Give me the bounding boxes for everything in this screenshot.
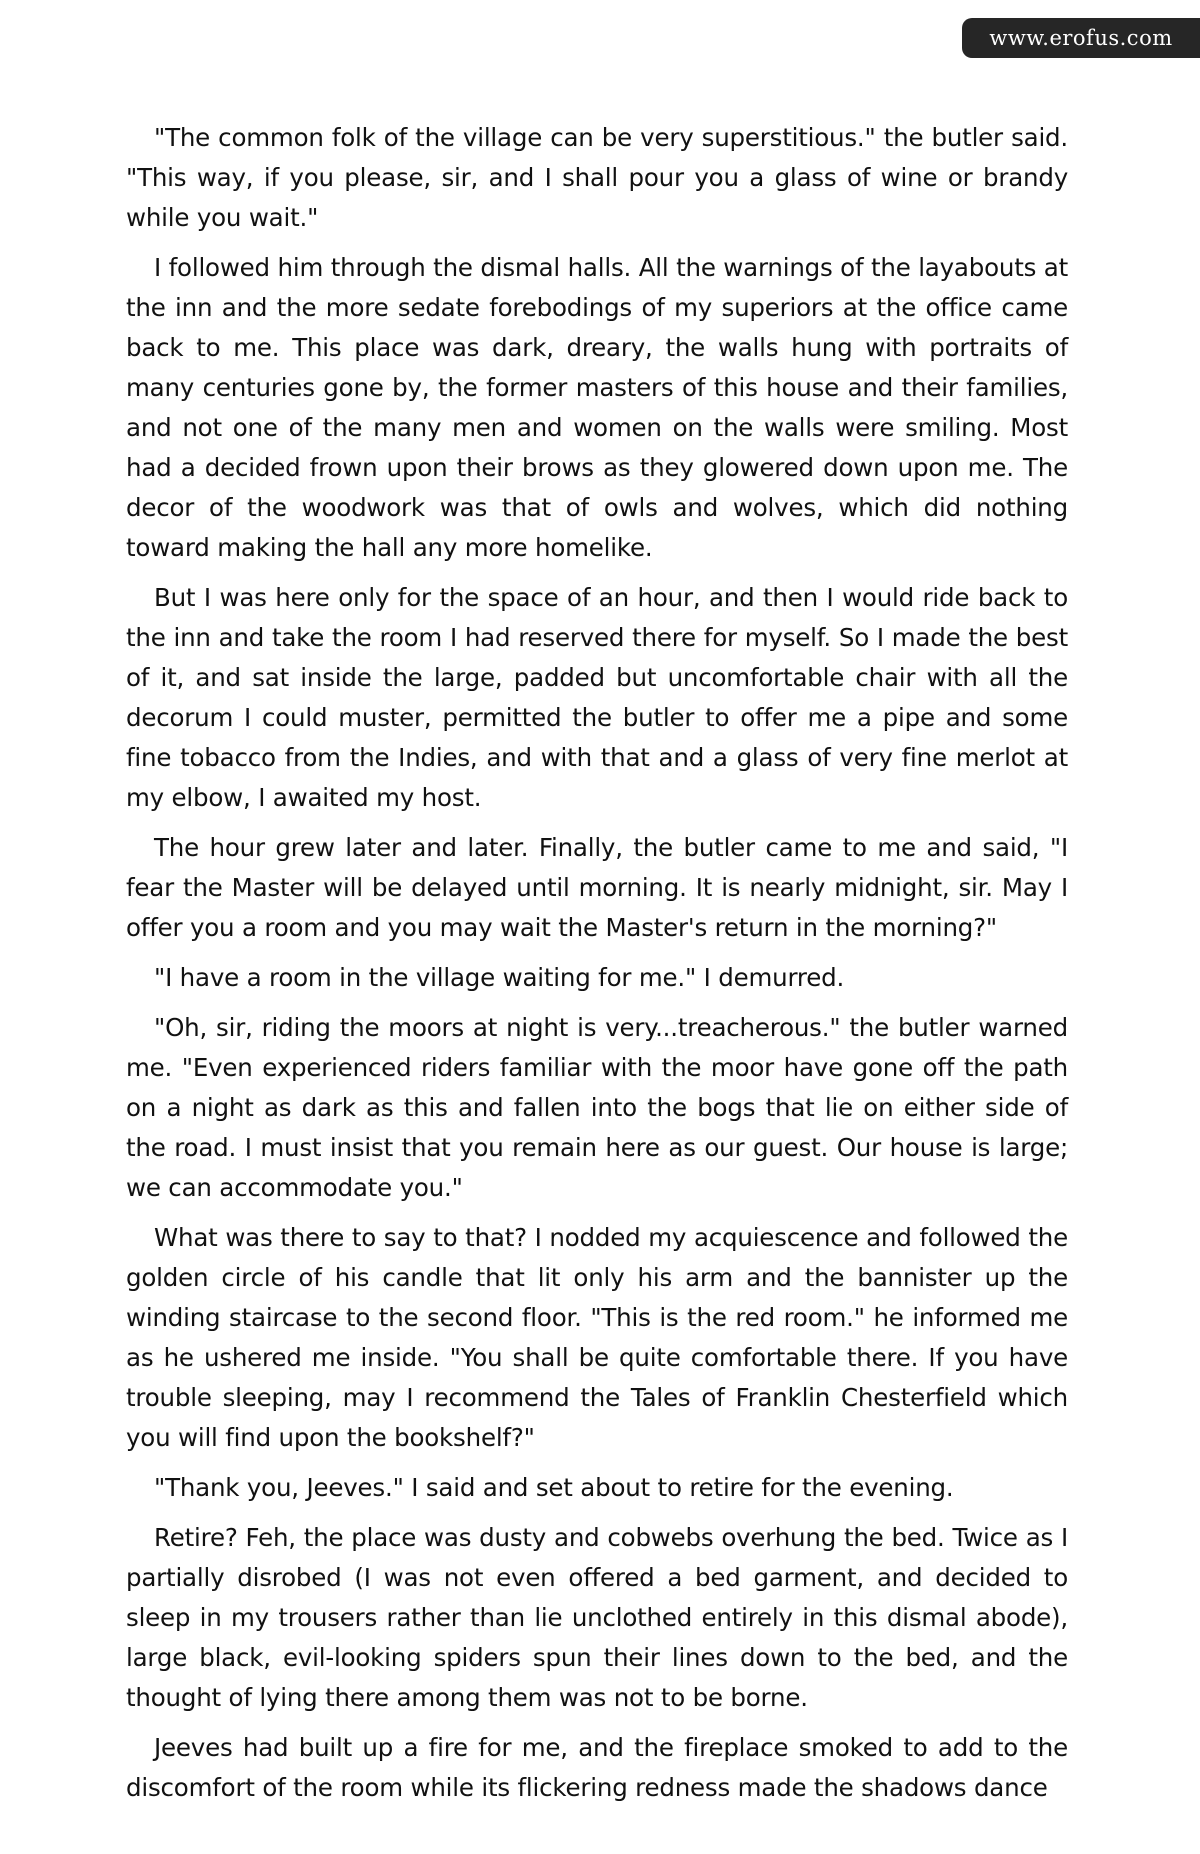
paragraph: What was there to say to that? I nodded my acquiescence and followed the golden circle of his candle that lit only his arm and the bannister up the winding staircase to the second floor. "This is the red room." he informed me as he ushered me inside. "You shall be quite comfortable there. If you have trouble sleeping, may I recommend the Tales of Franklin Chesterfield which you will find upon the bookshelf?": [126, 1223, 1068, 1452]
paragraph: But I was here only for the space of an hour, and then I would ride back to the inn and take the room I had reserved there for myself. So I made the best of it, and sat inside the large, padded but uncomfortable chair with all the decorum I could muster, permitted the butler to offer me a pipe and some fine tobacco from the Indies, and with that and a glass of very fine merlot at my elbow, I awaited my host.: [126, 583, 1068, 812]
paragraph: "The common folk of the village can be very superstitious." the butler said. "This way, if you please, sir, and I shall pour you a glass of wine or brandy while you wait.": [126, 123, 1068, 232]
paragraph: I followed him through the dismal halls. All the warnings of the layabouts at the inn and the more sedate forebodings of my superiors at the office came back to me. This place was dark, dreary, the walls hung with portraits of many centuries gone by, the former masters of this house and their families, and not one of the many men and women on the walls were smiling. Most had a decided frown upon their brows as they glowered down upon me. The decor of the woodwork was that of owls and wolves, which did nothing toward making the hall any more homelike.: [126, 253, 1068, 562]
paragraph: The hour grew later and later. Finally, the butler came to me and said, "I fear the Master will be delayed until morning. It is nearly midnight, sir. May I offer you a room and you may wait the Master's return in the morning?": [126, 833, 1068, 942]
document-body: [126, 118, 1068, 1818]
paragraph: Retire? Feh, the place was dusty and cobwebs overhung the bed. Twice as I partially disrobed (I was not even offered a bed garment, and decided to sleep in my trousers rather than lie unclothed entirely in this dismal abode), large black, evil-looking spiders spun their lines down to the bed, and the thought of lying there among them was not to be borne.: [126, 1523, 1068, 1712]
watermark-badge: www.erofus.com: [962, 18, 1200, 58]
paragraph: "Oh, sir, riding the moors at night is very...treacherous." the butler warned me. "Even experienced riders familiar with the moor have gone off the path on a night as dark as this and fallen into the bogs that lie on either side of the road. I must insist that you remain here as our guest. Our house is large; we can accommodate you.": [126, 1013, 1068, 1202]
paragraph: "Thank you, Jeeves." I said and set about to retire for the evening.: [154, 1473, 954, 1502]
paragraph: Jeeves had built up a fire for me, and the fireplace smoked to add to the discomfort of the room while its flickering redness made the shadows dance: [126, 1733, 1068, 1802]
paragraph: "I have a room in the village waiting for me." I demurred.: [154, 963, 845, 992]
